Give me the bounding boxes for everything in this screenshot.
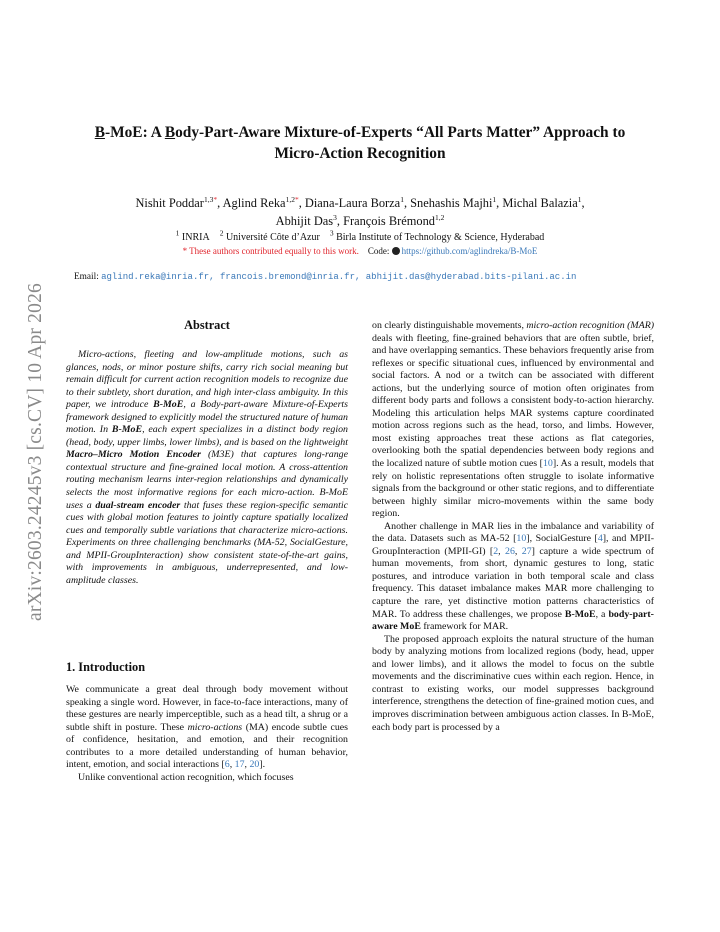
- abstract-text: Micro-actions, fleeting and low-amplitude motions, such as glances, nods, or minor posture shifts, carry rich social meaning but remain difficult for current action recognition models to recognize due to their subtlety, short duration, and high inter-class ambiguity. In this paper, we introduce: [66, 349, 348, 411]
- github-icon: [392, 247, 400, 255]
- abstract-text: , a Body-part-aware Mixture-of-Experts framework designed to explicitly model the structured nature of human motion. In: [66, 399, 348, 436]
- affiliations: [80, 228, 640, 244]
- abstract-bold: Macro–Micro Motion Encoder: [66, 449, 201, 461]
- body-bold: body-part-aware MoE: [372, 608, 654, 633]
- body-text: , a: [595, 608, 609, 620]
- arxiv-id: arXiv:2603.24245v3 [cs.CV] 10 Apr 2026: [25, 283, 46, 621]
- author: Michal Balazia: [502, 196, 578, 210]
- right-column: on clearly distinguishable movements, micro-action recognition (MAR) deals with fleeting, fine-grained behaviors that are often subtle, brief, and have overlapping semantics. These behaviors frequently arise from reflexes or specific situational cues, influenced by environmental and social factors. A nod or a twitch can be associated with different actions, but the underlying source of motion often originates from different body parts and follows a consistent body-to-action hierarchy. Modeling this articulation helps MAR systems capture coordinated motion across regions such as the head, torso, and limbs. However, most existing approaches treat these actions as flat categories, overlooking both the spatial dependencies between body regions and the localized nature of subtle motion cues [10]. As a result, models that rely on holistic representations often struggle to isolate informative signals from the background or other static regions, and to differentiate between highly similar micro-movements within the same body region. Another challenge in MAR lies in the imbalance and variability of the data. Datasets such as MA-52 [10], SocialGesture [4], and MPII-GroupInteraction (MPII-GI) [2, 26, 27] capture a wide spectrum of human movements, from short, dynamic gestures to long, static postures, and introduce variation in both temporal scale and class frequency. This dataset imbalance makes MAR more challenging to capture the rare, yet distinctive motion patterns characteristics of MAR. To address these challenges, we propose B-MoE, a body-part-aware MoE framework for MAR. The proposed approach exploits the natural structure of the human body by analyzing motions from localized regions (body, head, upper and lower limbs), and it allows the model to focus on the subtle movements and the discriminative cues within each region. Hence, in contrast to existing works, our model suppresses background interference, strengthens the detection of fine-grained motion cues, and improves discrimination between ambiguous action classes. In B-MoE, each body part is processed by a: [372, 320, 655, 733]
- arxiv-stamp: [16, 260, 56, 644]
- intro-body: We communicate a great deal through body movement without speaking a single word. However, in face-to-face interactions, many of these gestures are nearly imperceptible, such as a head tilt, a shrug or a subtle shift in posture. These micro-actions (MA) encode subtle cues of confidence, hesitation, and emotion, and their recognition contributes to a more detailed understanding of human behavior, intent, emotion, and social interactions [6, 17, 20]. Unlike conventional action recognition, which focuses: [66, 684, 348, 783]
- affil-name: INRIA: [181, 232, 210, 243]
- citation[interactable]: 17: [234, 759, 245, 771]
- affil-name: Birla Institute of Technology & Science, Hyderabad: [336, 232, 545, 243]
- citation[interactable]: 6: [224, 759, 230, 771]
- citation[interactable]: 2: [493, 545, 499, 557]
- abstract-text: (M3E) that captures long-range contextual structure and fine-grained local motion. A cross-attention routing mechanism learns inter-region relationships and dynamically selects the most informative regions for each micro-action. B-MoE uses a: [66, 449, 348, 511]
- body-text: on clearly distinguishable movements,: [372, 320, 527, 331]
- abstract-bold: dual-stream encoder: [95, 499, 181, 511]
- equal-contribution-note: * These authors contributed equally to this work.: [182, 246, 359, 256]
- author: Snehashis Majhi: [410, 196, 493, 210]
- body-text: Unlike conventional action recognition, which focuses: [78, 771, 294, 783]
- author: Aglind Reka: [222, 196, 286, 210]
- body-emph: micro-action recognition (MAR): [526, 320, 655, 331]
- body-text: ], SocialGesture [: [526, 533, 598, 545]
- equal-contrib-mark: *: [294, 194, 299, 204]
- affil-number: 2: [219, 228, 224, 238]
- abstract-bold: B-MoE: [153, 399, 184, 411]
- author: François Brémond: [343, 214, 435, 228]
- body-text: The proposed approach exploits the natural structure of the human body by analyzing motions from localized regions (body, head, upper and lower limbs), and it allows the model to focus on the subtle movements and the discriminative cues within each region. Hence, in contrast to existing works, our model suppresses background interference, strengthens the detection of fine-grained motion cues, and improves discrimination between ambiguous action classes. In B-MoE, each body part is processed by a: [372, 633, 654, 733]
- affil-number: 1: [175, 228, 180, 238]
- author-note: [80, 245, 640, 258]
- body-text: ].: [259, 759, 266, 771]
- title-line2: Micro-Action Recognition: [274, 145, 446, 162]
- title-initial-b: B: [94, 124, 105, 141]
- author-affil: 1: [577, 194, 582, 204]
- author: Nishit Poddar: [135, 196, 204, 210]
- author: Abhijit Das: [275, 214, 334, 228]
- abstract-heading: Abstract: [184, 318, 230, 332]
- citation[interactable]: 20: [249, 759, 260, 771]
- body-text: ] capture a wide spectrum of human movements, from short, dynamic gestures to long, static postures, and introduce variation in both temporal scale and class frequency. This dataset imbalance makes MAR more challenging to capture the rare, yet distinctive motion patterns characteristics of MAR. To address these challenges, we propose: [372, 545, 655, 620]
- code-label: Code:: [367, 246, 390, 256]
- author-affil: 1,3: [203, 194, 214, 204]
- body-text: deals with fleeting, fine-grained behaviors that are often subtle, brief, and have overlapping semantics. These behaviors frequently arise from reflexes or specific situational cues, influenced by environmental and social factors. A nod or a twitch can be associated with different actions, but the underlying source of motion often originates from different body parts and follows a consistent body-to-action hierarchy. Modeling this articulation helps MAR systems capture coordinated motion across regions such as the head, torso, and limbs. However, most existing approaches treat these actions as flat categories, overlooking both the spatial dependencies between body regions and the localized nature of subtle motion cues [: [372, 332, 654, 470]
- citation[interactable]: 10: [516, 533, 527, 545]
- body-text: (MA) encode subtle cues of confidence, hesitation, and emotion, and their recognition contributes to a more detailed understanding of human behavior, intent, emotion, and social interactions [: [66, 721, 348, 771]
- affil-number: 3: [329, 228, 334, 238]
- citation[interactable]: 26: [505, 545, 515, 557]
- email-label: Email:: [74, 272, 99, 282]
- body-bold: B-MoE: [564, 608, 596, 620]
- equal-contrib-mark: *: [213, 194, 218, 204]
- email-line: [74, 272, 664, 282]
- title-initial-b2: B: [164, 124, 176, 141]
- body-text: ], and MPII-GroupInteraction (MPII-GI) [: [372, 533, 654, 557]
- body-text: We communicate a great deal through body movement without speaking a single word. However, in face-to-face interactions, many of these gestures are nearly imperceptible, such as a head tilt, a shrug or a subtle shift in posture. These: [66, 684, 348, 733]
- author-affil: 1: [492, 194, 497, 204]
- body-text: framework for MAR.: [420, 621, 509, 633]
- section-heading: 1. Introduction: [66, 660, 146, 674]
- body-text: Another challenge in MAR lies in the imbalance and variability of the data. Datasets such as MA-52 [: [372, 520, 654, 545]
- title-part: ody-Part-Aware Mixture-of-Experts “All Parts Matter” Approach to: [175, 124, 626, 141]
- abstract-text: , each expert specializes in a distinct body region (head, body, upper limbs, lower limbs), and is based on the lightweight: [66, 424, 348, 448]
- author: Diana-Laura Borza: [304, 196, 401, 210]
- email-addresses[interactable]: aglind.reka@inria.fr, francois.bremond@inria.fr, abhijit.das@hyderabad.bits-pilani.ac.in: [101, 272, 577, 282]
- code-link[interactable]: https://github.com/aglindreka/B-MoE: [401, 246, 538, 256]
- paper-title: [80, 122, 640, 164]
- body-text: ]. As a result, models that rely on holistic representations often struggle to isolate informative signals from the background or other static regions, and to differentiate between highly similar micro-movements within the same body region.: [372, 458, 655, 520]
- author-affil: 1,2: [285, 194, 295, 204]
- author-affil: 1,2: [434, 212, 445, 222]
- abstract-text: that fuses these region-specific semantic cues with global motion features to jointly capture spatially localized cues and temporally subtle variations that characterize micro-actions. Experiments on three challenging benchmarks (MA-52, SocialGesture, and MPII-GroupInteraction) show consistent state-of-the-art gains, with improvements in ambiguous, underrepresented, and low-amplitude classes.: [66, 499, 348, 586]
- author-list: Nishit Poddar$^{1,3*}$, Aglind Reka$^{1,2*}$, Diana-Laura Borza$^1$, Snehashis Majhi$^1$, Michal Balazia$^1$, Abhijit Das$^3$, François Brémond$^{1,2}$: [135, 194, 585, 228]
- abstract-body: [66, 349, 348, 587]
- title-part: -MoE: A: [104, 124, 165, 141]
- author-affil: 1: [400, 194, 404, 204]
- citation[interactable]: 10: [542, 458, 553, 470]
- abstract-bold: B-MoE: [111, 424, 143, 436]
- citation[interactable]: 27: [521, 545, 532, 557]
- author-affil: 3: [333, 212, 337, 222]
- body-emph: micro-actions: [187, 721, 243, 733]
- affil-name: Université Côte d’Azur: [225, 232, 320, 243]
- citation[interactable]: 4: [597, 533, 603, 545]
